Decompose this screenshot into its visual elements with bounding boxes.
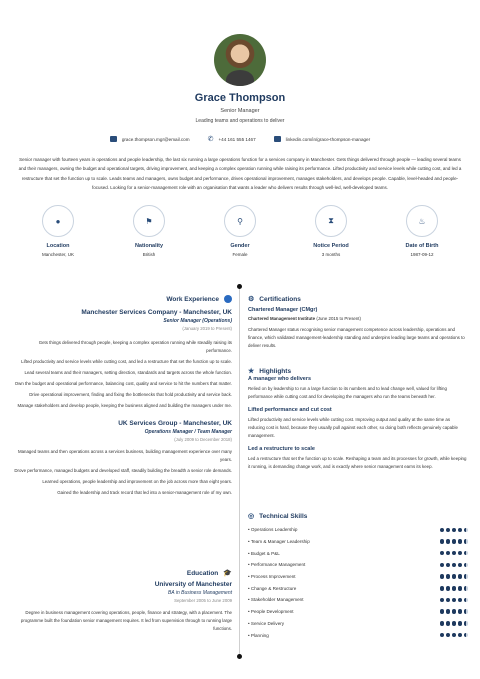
contact-phone[interactable] (208, 135, 256, 143)
skill-rating (440, 586, 469, 591)
bullet-icon: • (248, 620, 251, 626)
rating-dot (464, 551, 469, 556)
highlight-text: Relied on by leadership to run a large function to its numbers and to lead change well, valued for lifting performance while cutting cost and for developing the managers who run the teams beneath her. (248, 386, 447, 399)
skill-rating (440, 609, 469, 614)
rating-dot (440, 528, 445, 533)
fact-location (18, 205, 98, 257)
highlight-title: A manager who delivers (248, 376, 312, 382)
job-bullet: Own the budget and operational performance, balancing cost, quality and service to hit the numbers that matter. (14, 381, 232, 386)
skill-row (248, 594, 468, 606)
education-heading: Education (186, 569, 219, 577)
job-bullet: Drive operational improvement, finding and fixing the bottlenecks that hold productivity and service back. (29, 392, 232, 397)
degree: BA in Business Management (167, 590, 232, 596)
highlight-title: Lifted performance and cut cost (248, 407, 332, 413)
rating-dot (458, 598, 463, 603)
rating-dot (440, 633, 445, 638)
rating-dot (458, 539, 463, 544)
rating-dot (446, 574, 451, 579)
highlight-text: Lifted productivity and service levels while cutting cost. Improving output and quality at the same time as reducing cost is hard, because they usually pull against each other, so doing both reflects genuinely capable management. (248, 417, 458, 438)
skill-row (248, 524, 468, 536)
experience-heading: Work Experience (166, 295, 219, 303)
skill-rating (440, 598, 469, 603)
job-dates: (July 2009 to December 2018) (174, 437, 232, 442)
rating-dot (452, 551, 457, 556)
highlights-heading: Highlights (259, 367, 292, 375)
fact-value: Female (232, 252, 248, 257)
skill-row (248, 559, 468, 571)
rating-dot (446, 609, 451, 614)
contact-linkedin[interactable] (274, 136, 371, 142)
rating-dot (452, 633, 457, 638)
rating-dot (446, 633, 451, 638)
skill-name: Operations Leadership (250, 527, 298, 533)
fact-value: British (142, 252, 156, 257)
job-bullet: Drove performance, managed budgets and developed staff, steadily building the breadth a senior role demands. (14, 468, 232, 473)
rating-dot (452, 609, 457, 614)
cert-issuer-line (248, 316, 468, 321)
section-heading (248, 512, 468, 520)
fact-gender (200, 205, 280, 257)
rating-dot (458, 586, 463, 591)
bullet-icon: • (248, 527, 251, 533)
skill-name: Change & Restructure (250, 585, 297, 591)
verified-badge-icon (224, 295, 232, 303)
phone-icon: ✆ (207, 136, 214, 143)
fact-dob (382, 205, 462, 257)
school-name: University of Manchester (154, 581, 232, 588)
profile-photo (214, 34, 266, 86)
gear-icon: ⚙ (248, 296, 255, 303)
rating-dot (440, 598, 445, 603)
highlight-text: Led a restructure that set the function up to scale. Reshaping a team and its processes for growth, while keeping it running, is demanding change work, and is exactly where senior management earns its keep. (248, 456, 467, 469)
contact-bar (0, 135, 480, 143)
bullet-icon: • (248, 597, 251, 603)
bullet-icon: • (248, 585, 251, 591)
rating-dot (458, 551, 463, 556)
tagline: Leading teams and operations to deliver (195, 118, 285, 124)
rating-dot (458, 528, 463, 533)
linkedin-icon (274, 136, 281, 142)
section-heading (248, 367, 468, 375)
location-pin-icon: ● (55, 216, 61, 226)
skill-row (248, 618, 468, 630)
skill-name: Service Delivery (250, 620, 285, 626)
education-section (14, 569, 232, 633)
rating-dot (440, 586, 445, 591)
skill-row (248, 629, 468, 641)
rating-dot (440, 574, 445, 579)
cake-icon: ♨ (418, 216, 426, 226)
bullet-icon: • (248, 562, 251, 568)
rating-dot (452, 539, 457, 544)
skill-rating (440, 574, 469, 579)
job-bullet: Managed teams and then operations across a services business, building management experience over many years. (17, 449, 232, 462)
skill-name: Budget & P&L (250, 550, 280, 556)
rating-dot (458, 574, 463, 579)
lightbulb-icon: ◎ (248, 513, 255, 520)
fact-label: Gender (230, 243, 250, 249)
rating-dot (464, 598, 469, 603)
cert-dates: (June 2015 to Present) (316, 316, 361, 321)
section-heading (14, 295, 232, 303)
flag-icon: ⚑ (145, 216, 153, 226)
skill-row (248, 606, 468, 618)
experience-section (14, 295, 232, 497)
rating-dot (446, 563, 451, 568)
gender-icon: ⚲ (237, 216, 243, 226)
cert-description: Chartered Manager status recognising senior management competence across leadership, operations and finance, which validated management-leadership standing and underpins leading large teams and operations to deliver results. (248, 327, 465, 348)
skill-rating (440, 528, 469, 533)
timeline-line (239, 287, 240, 657)
rating-dot (446, 539, 451, 544)
fact-value: 3 months (321, 252, 341, 257)
rating-dot (464, 539, 469, 544)
certifications-section (248, 295, 468, 350)
skill-row (248, 536, 468, 548)
bullet-icon: • (248, 632, 251, 638)
highlights-section (248, 367, 468, 471)
bullet-icon: • (248, 574, 251, 580)
cert-title: Chartered Manager (CMgr) (248, 307, 318, 313)
rating-dot (440, 539, 445, 544)
skill-row (248, 547, 468, 559)
job-bullet: Manage stakeholders and develop people, keeping the business aligned and building the managers under me. (17, 403, 232, 408)
skill-rating (440, 551, 469, 556)
skills-heading: Technical Skills (259, 512, 308, 520)
job-bullet: Lead several teams and their managers, setting direction, standards and targets across the whole function. (24, 370, 232, 375)
skills-list (248, 524, 468, 641)
rating-dot (464, 563, 469, 568)
job-bullet: Gets things delivered through people, keeping a complex operation running while steadily raising its performance. (38, 340, 232, 353)
rating-dot (452, 528, 457, 533)
highlight-title: Led a restructure to scale (248, 446, 315, 452)
timeline-start-dot (237, 284, 242, 289)
rating-dot (452, 586, 457, 591)
section-heading (248, 295, 468, 303)
education-description: Degree in business management covering operations, people, finance and strategy, with a placement. The programme built the foundation senior management requires. It led from supervision through to running large functions. (20, 610, 232, 631)
rating-dot (464, 621, 469, 626)
rating-dot (464, 574, 469, 579)
rating-dot (452, 598, 457, 603)
education-dates: September 2005 to June 2009 (174, 598, 232, 603)
graduation-cap-icon: 🎓 (223, 570, 232, 577)
rating-dot (446, 598, 451, 603)
contact-email[interactable] (110, 136, 190, 142)
rating-dot (452, 621, 457, 626)
bullet-icon: • (248, 550, 251, 556)
skill-rating (440, 633, 469, 638)
rating-dot (458, 621, 463, 626)
job-bullet: Gained the leadership and track record that led into a senior-management role of my own. (57, 490, 232, 495)
rating-dot (446, 528, 451, 533)
rating-dot (458, 563, 463, 568)
rating-dot (440, 551, 445, 556)
skill-name: Stakeholder Management (250, 597, 304, 603)
company-name: Manchester Services Company - Manchester, UK (81, 309, 232, 316)
rating-dot (440, 563, 445, 568)
bullet-icon: • (248, 539, 251, 545)
profile-summary: Senior manager with fourteen years in operations and people leadership, the last six running a large operations function for a services company in Manchester. Gets things delivered through people — leading several teams and their managers, owning the budget and operational targets, driving improvement, and keeping a complex operation running while raising its performance. Lifted productivity and service levels while cutting cost, and led a restructure that set the function up to scale. Leads teams and managers, owns budget and performance, drives operational improvement, manages stakeholders, and develops people. Capable, level-headed and people-focused. Looking for a senior-management role with an organisation that wants a leader who delivers results through well-led, well-developed teams. (18, 157, 462, 190)
rating-dot (458, 609, 463, 614)
skill-name: Team & Manager Leadership (250, 539, 310, 545)
rating-dot (464, 609, 469, 614)
rating-dot (440, 621, 445, 626)
star-icon: ★ (248, 368, 255, 375)
rating-dot (446, 586, 451, 591)
skill-row (248, 571, 468, 583)
skill-name: Performance Management (250, 562, 306, 568)
job-title: Senior Manager (220, 108, 260, 114)
fact-label: Location (46, 243, 70, 249)
job-dates: (January 2019 to Present) (182, 326, 232, 331)
fact-label: Notice Period (313, 243, 349, 249)
fact-notice (291, 205, 371, 257)
fact-label: Nationality (134, 243, 164, 249)
rating-dot (464, 633, 469, 638)
job-role: Operations Manager / Team Manager (144, 429, 232, 435)
personal-facts (18, 205, 462, 257)
job-bullet: Learned operations, people leadership and improvement on the job across more than eight years. (42, 479, 232, 484)
company-name: UK Services Group - Manchester, UK (118, 420, 232, 427)
skill-row (248, 582, 468, 594)
rating-dot (440, 609, 445, 614)
job-role: Senior Manager (Operations) (163, 318, 232, 324)
skill-rating (440, 563, 469, 568)
skill-rating (440, 539, 469, 544)
job-bullet: Lifted productivity and service levels while cutting cost, and led a restructure that set the function up to scale. (21, 359, 232, 364)
rating-dot (458, 633, 463, 638)
skill-name: People Development (250, 609, 294, 615)
cert-issuer: Chartered Management Institute (248, 316, 316, 321)
skill-name: Process Improvement (250, 574, 296, 580)
linkedin-text: linkedin.com/in/grace-thompson-manager (285, 136, 371, 142)
hourglass-icon: ⧗ (328, 216, 334, 225)
rating-dot (446, 621, 451, 626)
fact-label: Date of Birth (405, 243, 439, 249)
candidate-name: Grace Thompson (194, 92, 286, 104)
rating-dot (452, 563, 457, 568)
certifications-heading: Certifications (259, 295, 301, 303)
envelope-icon (110, 136, 117, 142)
phone-text: +44 161 555 1467 (218, 136, 256, 142)
email-text: grace.thompson.mgr@email.com (121, 136, 190, 142)
rating-dot (464, 586, 469, 591)
skills-section (248, 512, 468, 641)
rating-dot (464, 528, 469, 533)
rating-dot (446, 551, 451, 556)
section-heading (14, 569, 232, 577)
skill-rating (440, 621, 469, 626)
fact-nationality (109, 205, 189, 257)
fact-value: Manchester, UK (41, 252, 74, 257)
rating-dot (452, 574, 457, 579)
fact-value: 1987-09-12 (410, 252, 434, 257)
timeline-end-dot (237, 654, 242, 659)
skill-name: Planning (250, 632, 269, 638)
bullet-icon: • (248, 609, 251, 615)
